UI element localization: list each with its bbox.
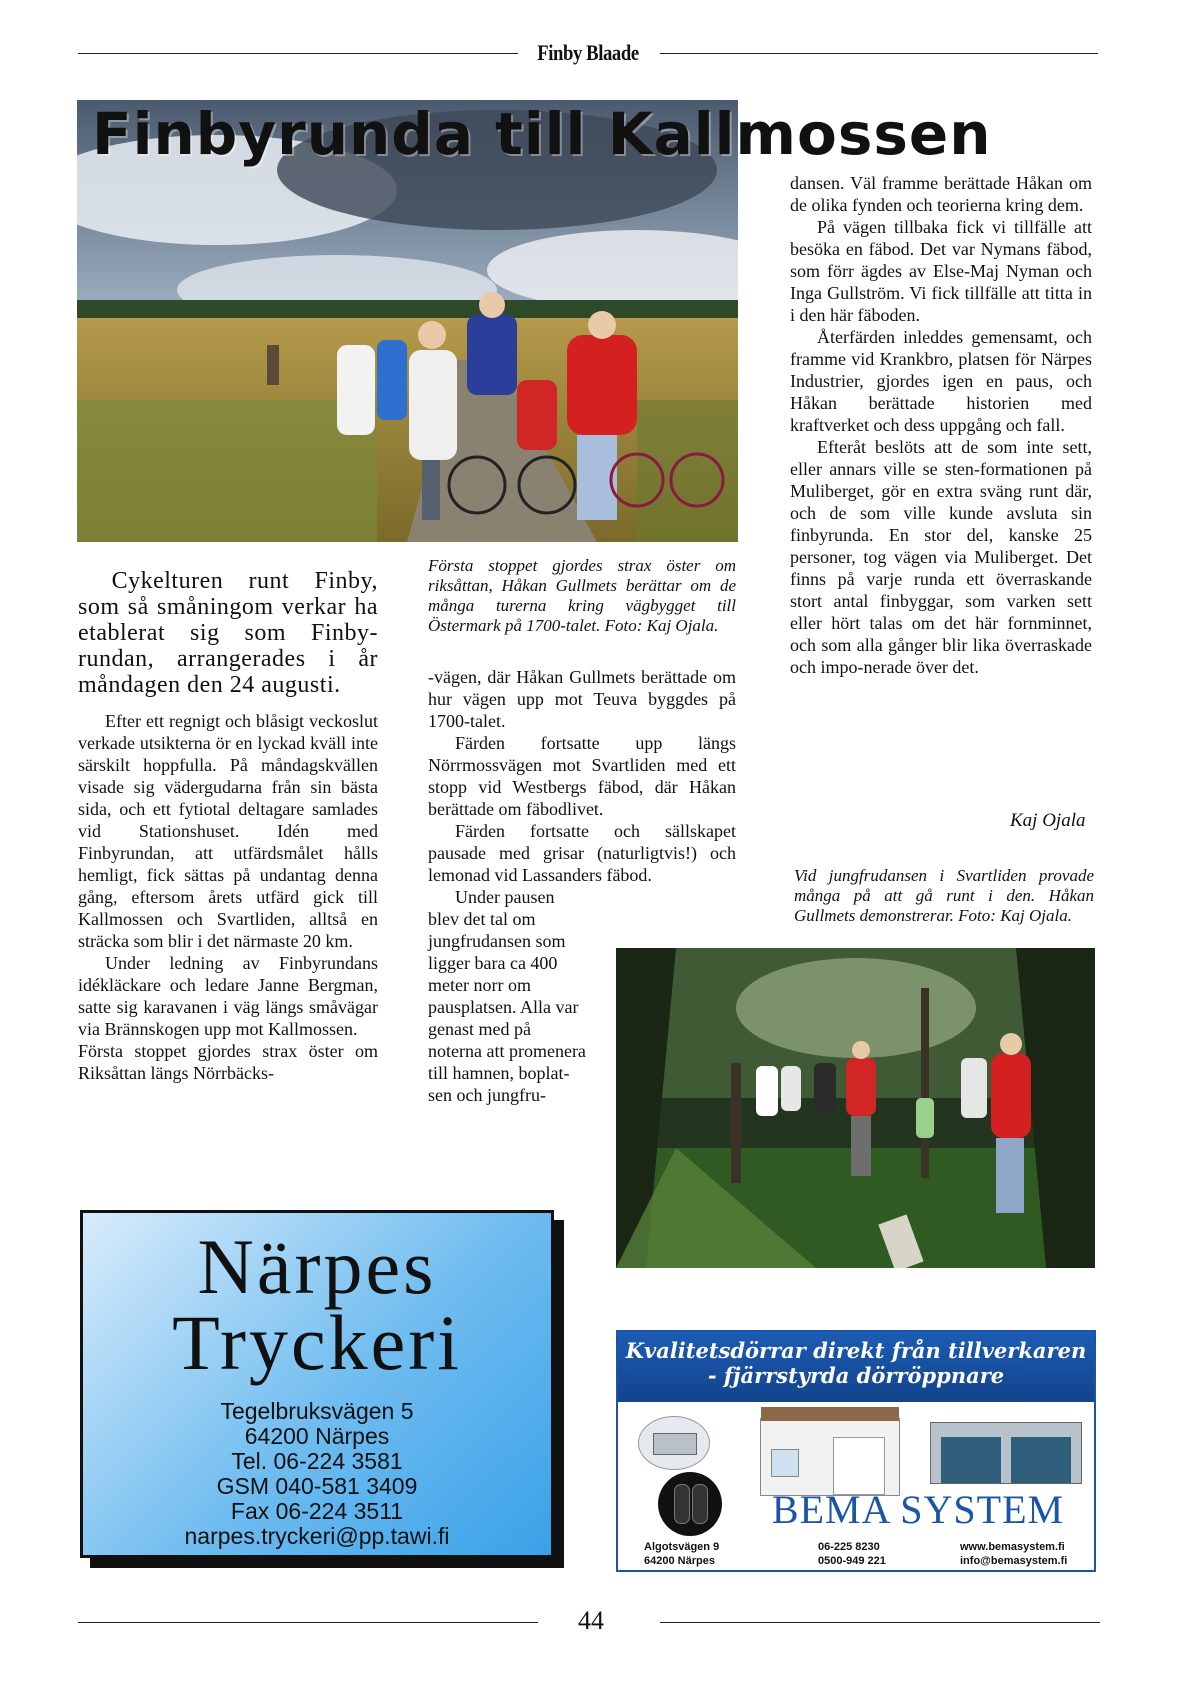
photo-forest-image: [616, 948, 1095, 1268]
col1-paragraph-2: Under ledning av Finbyrundans idékläckare och ledare Janne Bergman, satte sig karavanen i väg längs småvägar via Brännskogen upp mot Kallmossen.: [78, 953, 378, 1039]
photo-forest-caption: Vid jungfrudansen i Svartliden provade många på att gå runt i den. Håkan Gullmets demonstrerar. Foto: Kaj Ojala.: [794, 866, 1094, 925]
ad-bema-web[interactable]: www.bemasystem.fi: [960, 1541, 1065, 1553]
article-lede: [78, 568, 378, 698]
ad-bema-banner-line2: - fjärrstyrda dörröppnare: [707, 1363, 1005, 1388]
ad-bema-phone1: 06-225 8230: [818, 1541, 880, 1553]
col2-paragraph-3: Färden fortsatte och sällskapet pausade med grisar (naturligtvis!) och lemonad vid Lassanders fäbod.: [428, 821, 736, 885]
running-header-title: Finby Blaade: [537, 40, 639, 65]
ad-bema-logo: BEMA SYSTEM: [771, 1487, 1065, 1532]
ad-bema-system: [616, 1330, 1096, 1572]
ad-bema-email[interactable]: info@bemasystem.fi: [960, 1555, 1068, 1567]
article-column-2: [428, 666, 736, 886]
ad-bema-banner: [618, 1332, 1094, 1402]
col2-paragraph-1: -vägen, där Håkan Gullmets berättade om hur vägen upp mot Teuva byggdes på 1700-talet.: [428, 667, 736, 731]
article-column-1: [78, 710, 378, 1084]
ad-tryckeri-address1: Tegelbruksvägen 5: [220, 1398, 414, 1424]
footer-rule-left: [78, 1622, 538, 1623]
ad-tryckeri-gsm: GSM 040-581 3409: [216, 1473, 418, 1499]
article-signature: Kaj Ojala: [1010, 810, 1086, 831]
col2-paragraph-4: Under pausen blev det tal om jungfrudansen som ligger bara ca 400 meter norr om pausplatsen. Alla var genast med på noterna att promenera till hamnen, boplat-sen och jungfru-: [428, 887, 586, 1105]
page-number: 44: [578, 1606, 604, 1635]
ad-tryckeri-name-line1: Närpes: [197, 1223, 437, 1310]
header-rule-left: [78, 53, 518, 54]
ad-tryckeri-email[interactable]: narpes.tryckeri@pp.tawi.fi: [184, 1523, 450, 1549]
photo-forest: [616, 948, 1095, 1268]
ad-bema-addr2: 64200 Närpes: [644, 1555, 715, 1567]
photo-cyclists-caption: Första stoppet gjordes strax öster om riksåttan, Håkan Gullmets berättar om de många turerna kring vägbygget till Östermark på 1700-talet. Foto: Kaj Ojala.: [428, 556, 736, 635]
ad-tryckeri-address2: 64200 Närpes: [244, 1423, 390, 1449]
col1-paragraph-1: Efter ett regnigt och blåsigt veckoslut verkade utsikterna ör en lyckad kväll inte särskilt hoppfulla. På måndagskvällen visade sig vädergudarna från sin bästa sida, och ett fytiotal deltagare samlades vid Stationshuset. Idén med Finbyrundan, att utfärdsmålet hålls hemligt, fick sättas på undantag denna gång, eftersom årets utfärd gick till Kallmossen och Svartliden, alltså en sträcka som blir i det närmaste 20 km.: [78, 711, 378, 951]
ad-tryckeri-fax: Fax 06-224 3511: [230, 1498, 404, 1524]
col3-paragraph-3: Återfärden inleddes gemensamt, och framme vid Krankbro, platsen för Närpes Industrier, gjordes igen en paus, och Håkan berättade historien med kraftverket och dess uppgång och fall.: [790, 327, 1092, 435]
col1-paragraph-3: Första stoppet gjordes strax öster om Riksåttan längs Nörrbäcks-: [78, 1041, 378, 1083]
ad-bema-banner-line1: Kvalitetsdörrar direkt från tillverkaren: [625, 1338, 1087, 1363]
article-column-3: [790, 172, 1092, 678]
ad-tryckeri-name-line2: Tryckeri: [172, 1299, 462, 1386]
ad-narpes-tryckeri: [80, 1210, 554, 1558]
ad-tryckeri-tel: Tel. 06-224 3581: [231, 1448, 403, 1474]
ad-bema-phone2: 0500-949 221: [818, 1555, 886, 1567]
article-column-2-narrow: [428, 886, 588, 1106]
lede-text: Cykelturen runt Finby, som så småningom verkar ha etablerat sig som Finby-rundan, arrangerades i år måndagen den 24 augusti.: [78, 568, 378, 698]
garage-image-blue: [930, 1422, 1082, 1484]
garage-image-white: [760, 1418, 900, 1496]
ad-bema-addr1: Algotsvägen 9: [644, 1541, 720, 1553]
col3-paragraph-4: Efteråt beslöts att de som inte sett, eller annars ville se sten-formationen på Muliberget, gör en extra sväng runt där, och de som ville kunde avsluta sin finbyrunda. En stor del, kanske 25 personer, tog vägen via Muliberget. Det finns på varje runda ett överraskande stort antal finbyggar, som varken sett eller hört talas om det här fornminnet, och som alla gånger blir lika överraskade och impo-nerade över det.: [790, 437, 1092, 677]
door-opener-icon: [638, 1416, 710, 1470]
article-headline: Finbyrunda till Kallmossen: [92, 100, 992, 168]
col3-paragraph-1: dansen. Väl framme berättade Håkan om de olika fynden och teorierna kring dem.: [790, 173, 1092, 215]
col3-paragraph-2: På vägen tillbaka fick vi tillfälle att besöka en fäbod. Det var Nymans fäbod, som förr ägdes av Else-Maj Nyman och Inga Gullström. Vi fick tillfälle att titta in i den här fäboden.: [790, 217, 1092, 325]
header-rule-right: [660, 53, 1098, 54]
col2-paragraph-2: Färden fortsatte upp längs Nörrmossvägen mot Svartliden med ett stopp vid Westbergs fäbod, där Håkan berättade om fäbodlivet.: [428, 733, 736, 819]
footer-rule-right: [660, 1622, 1100, 1623]
remote-control-icon: [658, 1472, 722, 1536]
